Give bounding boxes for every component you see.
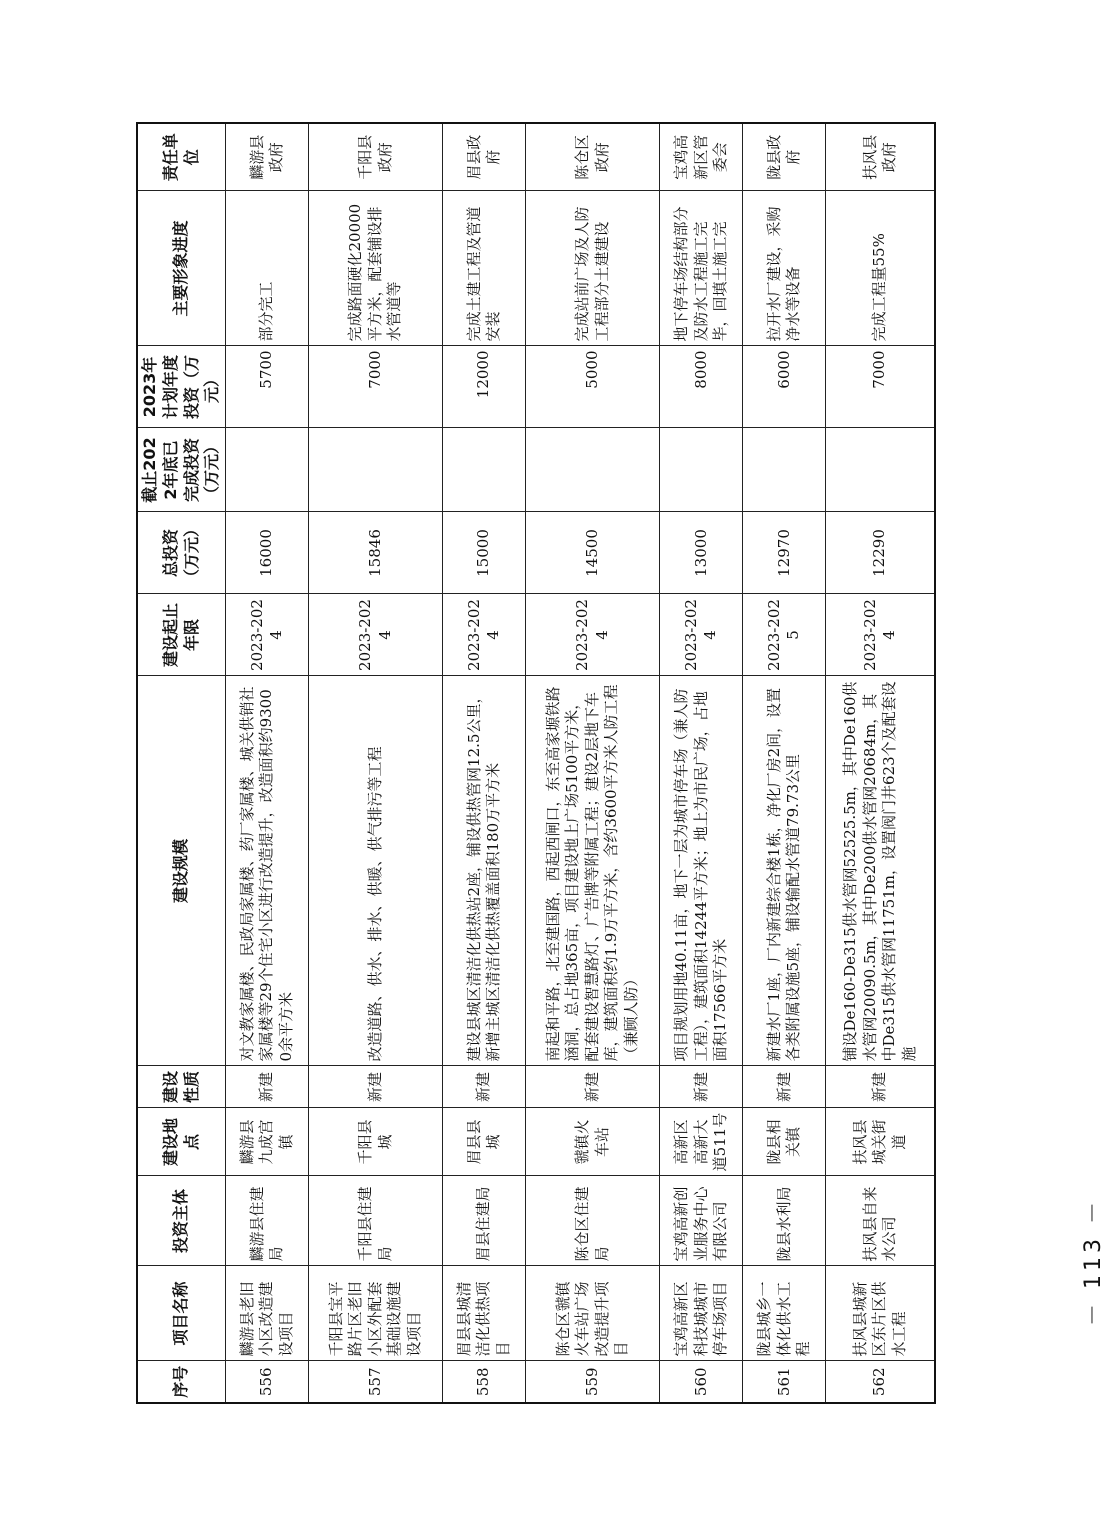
header-location: 建设地点 bbox=[137, 1108, 226, 1176]
cell-progress: 拉开水厂建设，采购净水等设备 bbox=[743, 191, 826, 346]
cell-unit: 宝鸡高新区管委会 bbox=[660, 123, 743, 191]
cell-nature: 新建 bbox=[309, 1066, 443, 1108]
cell-name: 扶风县城新区东片区供水工程 bbox=[826, 1266, 935, 1361]
header-period: 建设起止年限 bbox=[137, 594, 226, 676]
cell-nature: 新建 bbox=[743, 1066, 826, 1108]
cell-unit: 陇县政府 bbox=[743, 123, 826, 191]
cell-scale: 建设县城区清洁化供热站2座，铺设供热管网12.5公里，新增主城区清洁化供热覆盖面积180万平方米 bbox=[443, 676, 526, 1066]
header-total: 总投资（万元） bbox=[137, 512, 226, 594]
cell-nature: 新建 bbox=[826, 1066, 935, 1108]
cell-unit: 千阳县政府 bbox=[309, 123, 443, 191]
cell-done2022 bbox=[309, 428, 443, 512]
table-row bbox=[226, 123, 309, 1403]
cell-unit: 麟游县政府 bbox=[226, 123, 309, 191]
cell-total: 12290 bbox=[826, 512, 935, 594]
header-name: 项目名称 bbox=[137, 1266, 226, 1361]
cell-plan2023: 7000 bbox=[826, 346, 935, 428]
cell-investor: 千阳县住建局 bbox=[309, 1176, 443, 1266]
cell-plan2023: 6000 bbox=[743, 346, 826, 428]
cell-total: 12970 bbox=[743, 512, 826, 594]
header-progress: 主要形象进度 bbox=[137, 191, 226, 346]
cell-done2022 bbox=[526, 428, 660, 512]
cell-progress: 完成土建工程及管道安装 bbox=[443, 191, 526, 346]
cell-location: 虢镇火车站 bbox=[526, 1108, 660, 1176]
header-plan2023: 2023年计划年度投资（万元） bbox=[137, 346, 226, 428]
cell-unit: 扶风县政府 bbox=[826, 123, 935, 191]
cell-progress: 部分完工 bbox=[226, 191, 309, 346]
cell-seq: 557 bbox=[309, 1361, 443, 1403]
table-row bbox=[443, 123, 526, 1403]
cell-plan2023: 7000 bbox=[309, 346, 443, 428]
cell-total: 15846 bbox=[309, 512, 443, 594]
cell-total: 13000 bbox=[660, 512, 743, 594]
cell-name: 麟游县老旧小区改造建设项目 bbox=[226, 1266, 309, 1361]
cell-done2022 bbox=[743, 428, 826, 512]
cell-investor: 陈仓区住建局 bbox=[526, 1176, 660, 1266]
cell-period: 2023-2024 bbox=[826, 594, 935, 676]
cell-period: 2023-2024 bbox=[526, 594, 660, 676]
cell-nature: 新建 bbox=[660, 1066, 743, 1108]
cell-seq: 560 bbox=[660, 1361, 743, 1403]
table-row bbox=[526, 123, 660, 1403]
cell-period: 2023-2024 bbox=[660, 594, 743, 676]
cell-name: 陈仓区虢镇火车站广场改造提升项目 bbox=[526, 1266, 660, 1361]
cell-location: 扶风县城关街道 bbox=[826, 1108, 935, 1176]
table-row bbox=[743, 123, 826, 1403]
header-scale: 建设规模 bbox=[137, 676, 226, 1066]
header-nature: 建设性质 bbox=[137, 1066, 226, 1108]
cell-nature: 新建 bbox=[526, 1066, 660, 1108]
cell-total: 14500 bbox=[526, 512, 660, 594]
cell-location: 陇县相关镇 bbox=[743, 1108, 826, 1176]
cell-location: 眉县县城 bbox=[443, 1108, 526, 1176]
project-table bbox=[136, 122, 936, 1404]
cell-name: 陇县城乡一体化供水工程 bbox=[743, 1266, 826, 1361]
cell-seq: 556 bbox=[226, 1361, 309, 1403]
cell-unit: 陈仓区政府 bbox=[526, 123, 660, 191]
cell-scale: 新建水厂1座，厂内新建综合楼1栋，净化厂房2间，设置各类附属设施5座，铺设输配水管道79.73公里 bbox=[743, 676, 826, 1066]
cell-period: 2023-2025 bbox=[743, 594, 826, 676]
cell-progress: 地下停车场结构部分及防水工程施工完毕，回填土施工完 bbox=[660, 191, 743, 346]
cell-investor: 眉县住建局 bbox=[443, 1176, 526, 1266]
cell-scale: 项目规划用地40.11亩，地下一层为城市停车场（兼人防工程），建筑面积14244平方米；地上为市民广场，占地面积17566平方米 bbox=[660, 676, 743, 1066]
cell-progress: 完成路面硬化20000平方米，配套铺设排水管道等 bbox=[309, 191, 443, 346]
page-number: － 113 － bbox=[1081, 1198, 1106, 1326]
cell-progress: 完成工程量55% bbox=[826, 191, 935, 346]
cell-scale: 对文教家属楼、民政局家属楼、药厂家属楼、城关供销社家属楼等29个住宅小区进行改造提升，改造面积约93000余平方米 bbox=[226, 676, 309, 1066]
cell-investor: 陇县水利局 bbox=[743, 1176, 826, 1266]
cell-total: 16000 bbox=[226, 512, 309, 594]
header-unit: 责任单位 bbox=[137, 123, 226, 191]
cell-nature: 新建 bbox=[226, 1066, 309, 1108]
table-row bbox=[660, 123, 743, 1403]
cell-unit: 眉县政府 bbox=[443, 123, 526, 191]
cell-period: 2023-2024 bbox=[309, 594, 443, 676]
cell-period: 2023-2024 bbox=[226, 594, 309, 676]
cell-seq: 562 bbox=[826, 1361, 935, 1403]
table-row bbox=[309, 123, 443, 1403]
cell-seq: 559 bbox=[526, 1361, 660, 1403]
cell-location: 高新区高新大道511号 bbox=[660, 1108, 743, 1176]
cell-done2022 bbox=[826, 428, 935, 512]
cell-plan2023: 12000 bbox=[443, 346, 526, 428]
cell-investor: 麟游县住建局 bbox=[226, 1176, 309, 1266]
cell-scale: 改造道路、供水、排水、供暖、供气排污等工程 bbox=[309, 676, 443, 1066]
cell-name: 眉县县城清洁化供热项目 bbox=[443, 1266, 526, 1361]
header-done2022: 截止2022年底已完成投资（万元） bbox=[137, 428, 226, 512]
cell-location: 千阳县城 bbox=[309, 1108, 443, 1176]
table-row bbox=[826, 123, 935, 1403]
header-investor: 投资主体 bbox=[137, 1176, 226, 1266]
rotated-table-frame bbox=[136, 124, 936, 1404]
cell-period: 2023-2024 bbox=[443, 594, 526, 676]
cell-plan2023: 5700 bbox=[226, 346, 309, 428]
cell-total: 15000 bbox=[443, 512, 526, 594]
header-seq: 序号 bbox=[137, 1361, 226, 1403]
cell-done2022 bbox=[443, 428, 526, 512]
cell-done2022 bbox=[660, 428, 743, 512]
cell-seq: 561 bbox=[743, 1361, 826, 1403]
cell-done2022 bbox=[226, 428, 309, 512]
cell-plan2023: 5000 bbox=[526, 346, 660, 428]
cell-plan2023: 8000 bbox=[660, 346, 743, 428]
cell-nature: 新建 bbox=[443, 1066, 526, 1108]
cell-investor: 宝鸡高新创业服务中心有限公司 bbox=[660, 1176, 743, 1266]
cell-scale: 南起和平路，北至建国路，西起西闸口，东至高家塬铁路涵洞，总占地365亩，项目建设地上广场5100平方米，配套建设智慧路灯、广告牌等附属工程；建设2层地下车库，建筑面积约1.9万平方米，含约3600平方米人防工程（兼顾人防） bbox=[526, 676, 660, 1066]
cell-progress: 完成站前广场及人防工程部分土建建设 bbox=[526, 191, 660, 346]
cell-investor: 扶风县自来水公司 bbox=[826, 1176, 935, 1266]
cell-seq: 558 bbox=[443, 1361, 526, 1403]
cell-name: 千阳县宝平路片区老旧小区外配套基础设施建设项目 bbox=[309, 1266, 443, 1361]
cell-location: 麟游县九成宫镇 bbox=[226, 1108, 309, 1176]
cell-name: 宝鸡高新区科技城城市停车场项目 bbox=[660, 1266, 743, 1361]
cell-scale: 铺设De160-De315供水管网52525.5m，其中De160供水管网20090.5m，其中De200供水管网20684m，其中De315供水管网11751m，设置阀门井623个及配套设施 bbox=[826, 676, 935, 1066]
table-header-row bbox=[137, 123, 226, 1403]
